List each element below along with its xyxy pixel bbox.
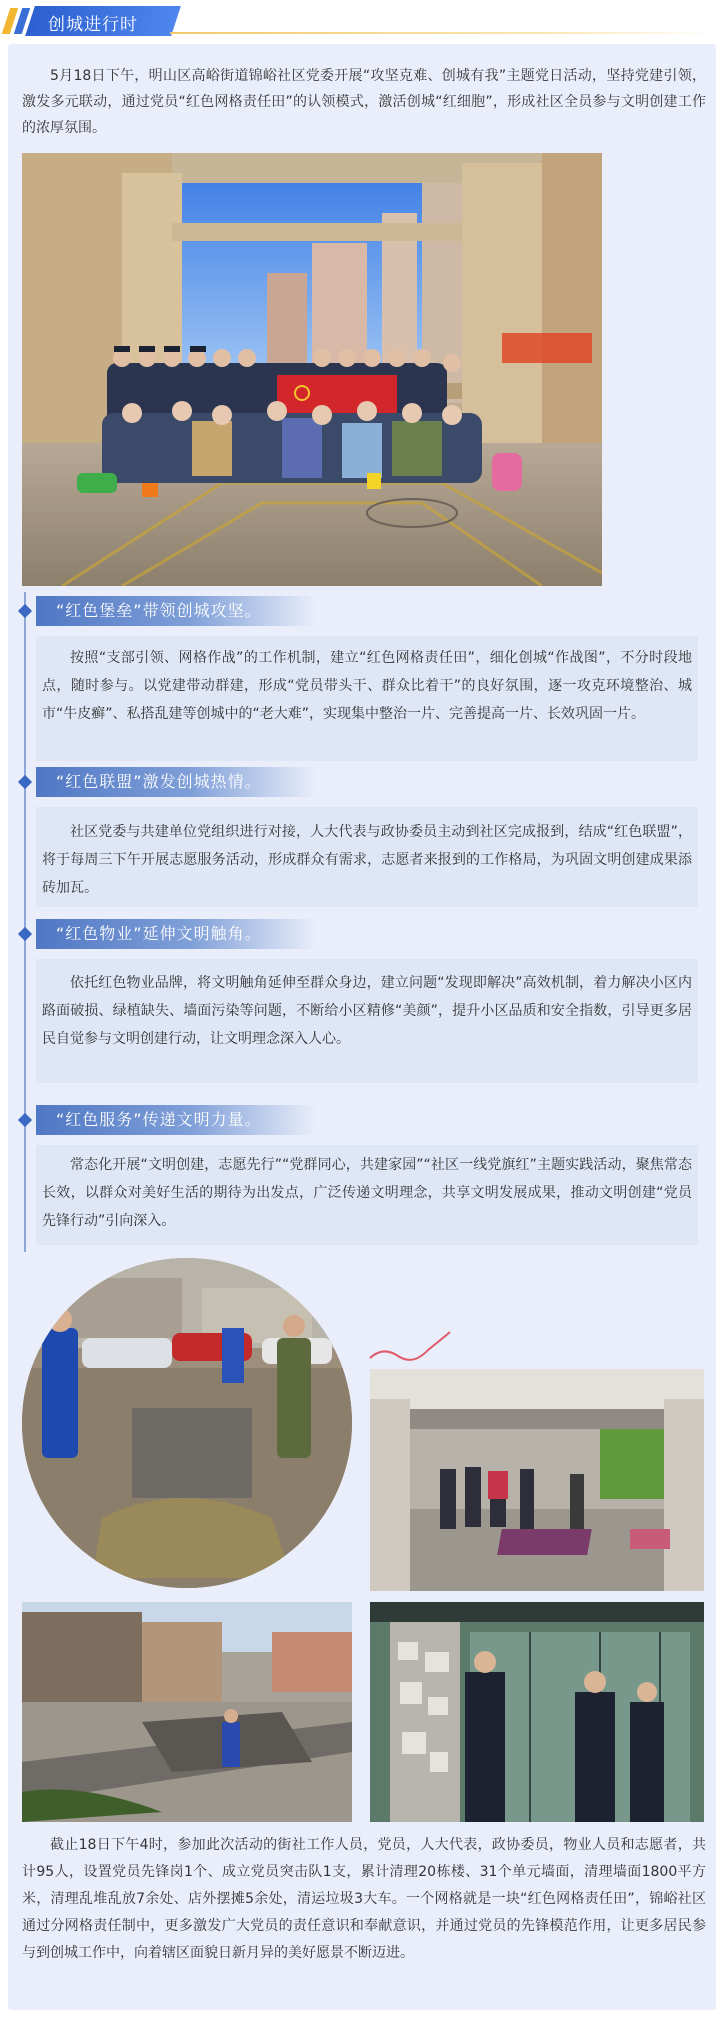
- decorative-squiggle: [368, 1328, 458, 1368]
- section-body: 常态化开展“文明创建，志愿先行”“党群同心，共建家园”“社区一线党旗红”主题实践活动，聚焦常态长效，以群众对美好生活的期待为出发点，广泛传递文明理念，共享文明发展成果，推动文明创建“党员先锋行动”引向深入。: [42, 1157, 692, 1229]
- circle-photo-cleanup: [22, 1258, 352, 1588]
- section-header: [0, 0, 724, 40]
- photo-passage-cleanup: [370, 1369, 704, 1591]
- section-body: 社区党委与共建单位党组织进行对接，人大代表与政协委员主动到社区完成报到，结成“红色联盟”，将于每周三下午开展志愿服务活动，形成群众有需求，志愿者来报到的工作格局，为巩固文明创建成果添砖加瓦。: [42, 824, 692, 896]
- photo-wall-cleaning: [370, 1602, 704, 1822]
- header-underline: [170, 32, 716, 34]
- section-title: “红色堡垒”带领创城攻坚。: [36, 596, 316, 626]
- header-title: 创城进行时: [48, 15, 138, 35]
- closing-paragraph: 截止18日下午4时，参加此次活动的街社工作人员，党员，人大代表，政协委员，物业人员和志愿者，共计95人，设置党员先锋岗1个、成立党员突击队1支，累计清理20栋楼、31个单元墙面，清理墙面1800平方米，清理乱堆乱放7余处、店外摆摊5余处，清运垃圾3大车。一个网格就是一块“红色网格责任田”，锦峪社区通过分网格责任制中，更多激发广大党员的责任意识和奉献意识，并通过党员的先锋模范作用，让更多居民参与到创城工作中，向着辖区面貌日新月异的美好愿景不断迈进。: [22, 1837, 706, 1961]
- intro-paragraph: 5月18日下午，明山区高峪街道锦峪社区党委开展“攻坚克难、创城有我”主题党日活动，坚持党建引领，激发多元联动，通过党员“红色网格责任田”的认领模式，激活创城“红细胞”，形成社区全员参与文明创建工作的浓厚氛围。: [22, 68, 706, 136]
- section-title: “红色服务”传递文明力量。: [36, 1105, 316, 1135]
- timeline-line: [24, 592, 26, 1252]
- group-photo: [22, 153, 602, 586]
- section-title: “红色物业”延伸文明触角。: [36, 919, 316, 949]
- section-body: 依托红色物业品牌，将文明触角延伸至群众身边，建立问题“发现即解决”高效机制，着力解决小区内路面破损、绿植缺失、墙面污染等问题，不断给小区精修“美颜”，提升小区品质和安全指数，引导更多居民自觉参与文明创建行动，让文明理念深入人心。: [42, 975, 692, 1047]
- section-title: “红色联盟”激发创城热情。: [36, 767, 316, 797]
- section-body: 按照“支部引领、网格作战”的工作机制，建立“红色网格责任田”，细化创城“作战图”，不分时段地点，随时参与。以党建带动群建，形成“党员带头干、群众比着干”的良好氛围，逐一攻克环境整治、城市“牛皮癣”、私搭乱建等创城中的“老大难”，实现集中整治一片、完善提高一片、长效巩固一片。: [42, 650, 692, 722]
- photo-debris-removal: [22, 1602, 352, 1822]
